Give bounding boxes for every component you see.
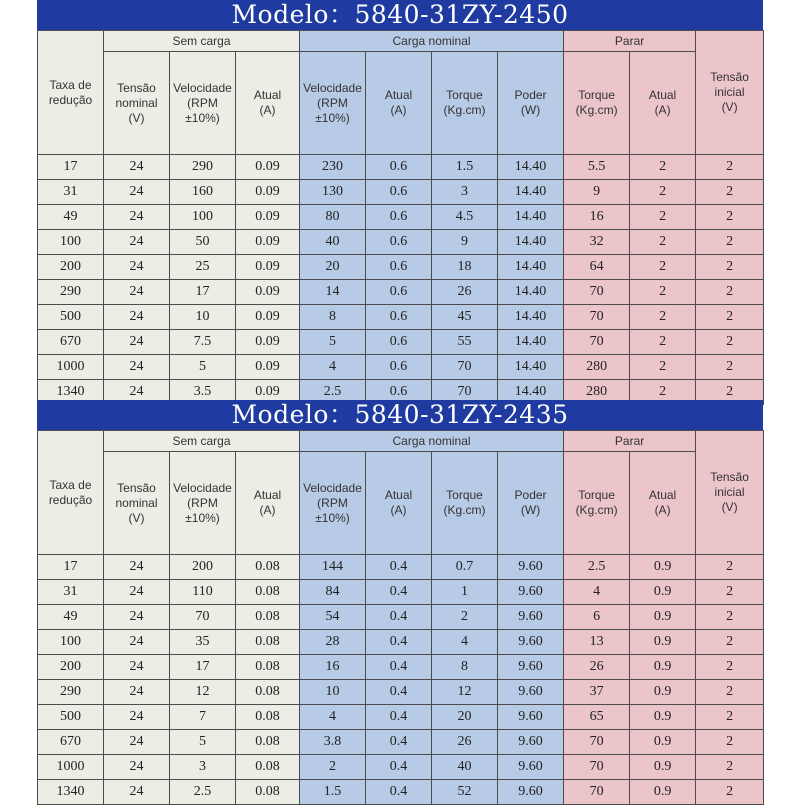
cell-nl-current: 0.09: [236, 230, 300, 255]
cell-nl-current: 0.08: [236, 555, 300, 580]
cell-start-voltage: 2: [696, 155, 764, 180]
cell-start-voltage: 2: [696, 255, 764, 280]
cell-nl-speed: 10: [170, 305, 236, 330]
cell-rated-speed: 40: [300, 230, 366, 255]
table-row: [38, 755, 764, 780]
cell-ratio: 500: [38, 305, 104, 330]
cell-rated-torque: 26: [432, 730, 498, 755]
cell-rated-current: 0.6: [366, 280, 432, 305]
cell-ratio: 670: [38, 730, 104, 755]
cell-stall-current: 2: [630, 205, 696, 230]
cell-nl-current: 0.08: [236, 780, 300, 805]
spec-table: [37, 30, 764, 405]
table-row: [38, 155, 764, 180]
cell-rated-torque: 1.5: [432, 155, 498, 180]
cell-nl-voltage: 24: [104, 630, 170, 655]
cell-rated-torque: 70: [432, 355, 498, 380]
cell-rated-speed: 2.5: [300, 380, 366, 405]
cell-stall-torque: 6: [564, 605, 630, 630]
cell-rated-torque: 55: [432, 330, 498, 355]
cell-nl-current: 0.08: [236, 655, 300, 680]
cell-rated-power: 14.40: [498, 305, 564, 330]
cell-ratio: 17: [38, 555, 104, 580]
cell-ratio: 49: [38, 605, 104, 630]
table-row: [38, 355, 764, 380]
table-row: [38, 305, 764, 330]
cell-nl-voltage: 24: [104, 305, 170, 330]
cell-nl-voltage: 24: [104, 655, 170, 680]
cell-nl-current: 0.08: [236, 755, 300, 780]
cell-rated-power: 14.40: [498, 155, 564, 180]
cell-rated-speed: 144: [300, 555, 366, 580]
cell-stall-current: 0.9: [630, 580, 696, 605]
cell-start-voltage: 2: [696, 555, 764, 580]
cell-nl-speed: 5: [170, 730, 236, 755]
cell-stall-torque: 280: [564, 380, 630, 405]
header-rated-speed: Velocidade (RPM ±10%): [300, 52, 366, 155]
group-stall: Parar: [564, 431, 696, 452]
header-rated-torque: Torque (Kg.cm): [432, 52, 498, 155]
cell-rated-current: 0.6: [366, 180, 432, 205]
cell-rated-speed: 230: [300, 155, 366, 180]
cell-stall-current: 0.9: [630, 605, 696, 630]
cell-nl-current: 0.08: [236, 680, 300, 705]
cell-rated-current: 0.6: [366, 380, 432, 405]
table-row: [38, 255, 764, 280]
header-ratio: Taxa de redução: [38, 431, 104, 555]
cell-start-voltage: 2: [696, 355, 764, 380]
cell-nl-current: 0.09: [236, 205, 300, 230]
cell-stall-torque: 9: [564, 180, 630, 205]
cell-rated-speed: 28: [300, 630, 366, 655]
cell-rated-power: 9.60: [498, 630, 564, 655]
header-nl-voltage: Tensão nominal (V): [104, 52, 170, 155]
cell-rated-power: 9.60: [498, 755, 564, 780]
cell-stall-current: 0.9: [630, 755, 696, 780]
cell-start-voltage: 2: [696, 780, 764, 805]
cell-ratio: 31: [38, 580, 104, 605]
cell-stall-current: 0.9: [630, 705, 696, 730]
cell-start-voltage: 2: [696, 230, 764, 255]
cell-nl-speed: 17: [170, 280, 236, 305]
cell-rated-current: 0.4: [366, 730, 432, 755]
cell-start-voltage: 2: [696, 630, 764, 655]
cell-rated-current: 0.6: [366, 355, 432, 380]
cell-rated-current: 0.4: [366, 605, 432, 630]
cell-nl-current: 0.09: [236, 155, 300, 180]
cell-nl-speed: 25: [170, 255, 236, 280]
cell-rated-power: 14.40: [498, 355, 564, 380]
cell-stall-torque: 16: [564, 205, 630, 230]
cell-stall-current: 0.9: [630, 680, 696, 705]
cell-rated-speed: 14: [300, 280, 366, 305]
cell-nl-speed: 70: [170, 605, 236, 630]
table-row: [38, 730, 764, 755]
cell-nl-speed: 3.5: [170, 380, 236, 405]
cell-rated-current: 0.4: [366, 630, 432, 655]
cell-start-voltage: 2: [696, 605, 764, 630]
cell-rated-speed: 2: [300, 755, 366, 780]
header-rated-current: Atual (A): [366, 52, 432, 155]
cell-rated-torque: 52: [432, 780, 498, 805]
cell-stall-torque: 64: [564, 255, 630, 280]
cell-rated-speed: 8: [300, 305, 366, 330]
header-stall-current: Atual (A): [630, 452, 696, 555]
cell-stall-torque: 65: [564, 705, 630, 730]
table-row: [38, 680, 764, 705]
cell-rated-power: 9.60: [498, 680, 564, 705]
cell-rated-speed: 80: [300, 205, 366, 230]
cell-rated-current: 0.4: [366, 705, 432, 730]
cell-rated-power: 9.60: [498, 780, 564, 805]
table-body: [38, 555, 764, 805]
cell-stall-current: 2: [630, 280, 696, 305]
cell-stall-torque: 2.5: [564, 555, 630, 580]
cell-start-voltage: 2: [696, 655, 764, 680]
cell-start-voltage: 2: [696, 380, 764, 405]
cell-ratio: 670: [38, 330, 104, 355]
cell-stall-torque: 4: [564, 580, 630, 605]
cell-nl-current: 0.09: [236, 330, 300, 355]
cell-stall-torque: 70: [564, 305, 630, 330]
cell-nl-speed: 50: [170, 230, 236, 255]
table-row: [38, 555, 764, 580]
cell-rated-torque: 40: [432, 755, 498, 780]
cell-rated-torque: 26: [432, 280, 498, 305]
cell-stall-current: 2: [630, 155, 696, 180]
cell-nl-speed: 160: [170, 180, 236, 205]
cell-nl-speed: 35: [170, 630, 236, 655]
cell-nl-voltage: 24: [104, 580, 170, 605]
cell-stall-torque: 13: [564, 630, 630, 655]
header-nl-current: Atual (A): [236, 52, 300, 155]
table-row: [38, 655, 764, 680]
header-nl-voltage: Tensão nominal (V): [104, 452, 170, 555]
cell-rated-power: 14.40: [498, 230, 564, 255]
cell-ratio: 1340: [38, 780, 104, 805]
header-rated-power: Poder (W): [498, 452, 564, 555]
cell-ratio: 500: [38, 705, 104, 730]
cell-stall-torque: 5.5: [564, 155, 630, 180]
cell-rated-torque: 1: [432, 580, 498, 605]
table-row: [38, 330, 764, 355]
cell-rated-current: 0.6: [366, 205, 432, 230]
cell-nl-speed: 2.5: [170, 780, 236, 805]
cell-ratio: 1340: [38, 380, 104, 405]
cell-rated-power: 9.60: [498, 580, 564, 605]
model-title: Modelo：5840-31ZY-2450: [37, 0, 763, 30]
cell-ratio: 49: [38, 205, 104, 230]
cell-rated-speed: 54: [300, 605, 366, 630]
header-rated-power: Poder (W): [498, 52, 564, 155]
cell-stall-current: 2: [630, 255, 696, 280]
cell-rated-current: 0.4: [366, 680, 432, 705]
header-stall-current: Atual (A): [630, 52, 696, 155]
cell-nl-speed: 12: [170, 680, 236, 705]
cell-stall-current: 2: [630, 330, 696, 355]
cell-rated-torque: 9: [432, 230, 498, 255]
cell-ratio: 100: [38, 230, 104, 255]
cell-nl-speed: 5: [170, 355, 236, 380]
cell-rated-power: 14.40: [498, 380, 564, 405]
cell-rated-current: 0.6: [366, 305, 432, 330]
table-row: [38, 605, 764, 630]
cell-rated-power: 9.60: [498, 730, 564, 755]
cell-nl-current: 0.09: [236, 280, 300, 305]
cell-start-voltage: 2: [696, 680, 764, 705]
cell-rated-current: 0.4: [366, 555, 432, 580]
group-rated-load: Carga nominal: [300, 431, 564, 452]
cell-stall-current: 2: [630, 380, 696, 405]
header-nl-speed: Velocidade (RPM ±10%): [170, 52, 236, 155]
cell-stall-current: 2: [630, 180, 696, 205]
header-ratio: Taxa de redução: [38, 31, 104, 155]
cell-start-voltage: 2: [696, 305, 764, 330]
cell-rated-torque: 12: [432, 680, 498, 705]
cell-stall-torque: 26: [564, 655, 630, 680]
cell-start-voltage: 2: [696, 180, 764, 205]
table-row: [38, 280, 764, 305]
header-rated-torque: Torque (Kg.cm): [432, 452, 498, 555]
cell-rated-speed: 5: [300, 330, 366, 355]
cell-rated-power: 9.60: [498, 705, 564, 730]
cell-nl-voltage: 24: [104, 355, 170, 380]
cell-stall-torque: 280: [564, 355, 630, 380]
cell-rated-speed: 4: [300, 355, 366, 380]
cell-nl-voltage: 24: [104, 555, 170, 580]
cell-ratio: 200: [38, 655, 104, 680]
cell-rated-torque: 4: [432, 630, 498, 655]
cell-start-voltage: 2: [696, 580, 764, 605]
cell-start-voltage: 2: [696, 205, 764, 230]
header-rated-current: Atual (A): [366, 452, 432, 555]
cell-stall-current: 0.9: [630, 655, 696, 680]
cell-rated-speed: 4: [300, 705, 366, 730]
cell-rated-power: 14.40: [498, 280, 564, 305]
cell-nl-speed: 17: [170, 655, 236, 680]
cell-stall-torque: 32: [564, 230, 630, 255]
cell-rated-speed: 3.8: [300, 730, 366, 755]
cell-ratio: 31: [38, 180, 104, 205]
cell-nl-voltage: 24: [104, 730, 170, 755]
header-rated-speed: Velocidade (RPM ±10%): [300, 452, 366, 555]
cell-nl-speed: 7.5: [170, 330, 236, 355]
cell-stall-current: 2: [630, 230, 696, 255]
cell-ratio: 100: [38, 630, 104, 655]
group-stall: Parar: [564, 31, 696, 52]
cell-nl-voltage: 24: [104, 680, 170, 705]
cell-rated-current: 0.4: [366, 655, 432, 680]
cell-nl-current: 0.08: [236, 580, 300, 605]
group-no-load: Sem carga: [104, 31, 300, 52]
table-row: [38, 705, 764, 730]
cell-stall-current: 0.9: [630, 555, 696, 580]
cell-rated-torque: 4.5: [432, 205, 498, 230]
group-rated-load: Carga nominal: [300, 31, 564, 52]
cell-rated-power: 14.40: [498, 205, 564, 230]
table-row: [38, 180, 764, 205]
cell-nl-voltage: 24: [104, 755, 170, 780]
table-body: [38, 155, 764, 405]
cell-nl-voltage: 24: [104, 605, 170, 630]
header-start-voltage: Tensão inicial (V): [696, 31, 764, 155]
header-nl-current: Atual (A): [236, 452, 300, 555]
cell-rated-current: 0.4: [366, 755, 432, 780]
cell-nl-voltage: 24: [104, 155, 170, 180]
cell-rated-power: 14.40: [498, 330, 564, 355]
cell-stall-current: 0.9: [630, 730, 696, 755]
cell-nl-speed: 7: [170, 705, 236, 730]
cell-nl-current: 0.09: [236, 255, 300, 280]
cell-rated-torque: 8: [432, 655, 498, 680]
cell-rated-torque: 20: [432, 705, 498, 730]
table-row: [38, 230, 764, 255]
cell-nl-speed: 110: [170, 580, 236, 605]
cell-nl-current: 0.08: [236, 630, 300, 655]
cell-rated-current: 0.6: [366, 155, 432, 180]
cell-rated-speed: 130: [300, 180, 366, 205]
cell-nl-voltage: 24: [104, 780, 170, 805]
cell-stall-torque: 70: [564, 330, 630, 355]
cell-stall-torque: 70: [564, 280, 630, 305]
cell-nl-speed: 200: [170, 555, 236, 580]
cell-rated-torque: 3: [432, 180, 498, 205]
cell-nl-current: 0.09: [236, 355, 300, 380]
cell-rated-power: 9.60: [498, 655, 564, 680]
cell-nl-current: 0.09: [236, 380, 300, 405]
cell-ratio: 1000: [38, 355, 104, 380]
model-title: Modelo：5840-31ZY-2435: [37, 400, 763, 430]
cell-rated-speed: 10: [300, 680, 366, 705]
cell-nl-voltage: 24: [104, 255, 170, 280]
cell-rated-current: 0.4: [366, 780, 432, 805]
cell-rated-torque: 0.7: [432, 555, 498, 580]
cell-rated-speed: 84: [300, 580, 366, 605]
cell-stall-torque: 70: [564, 730, 630, 755]
cell-nl-current: 0.08: [236, 730, 300, 755]
header-stall-torque: Torque (Kg.cm): [564, 52, 630, 155]
cell-rated-torque: 18: [432, 255, 498, 280]
cell-nl-voltage: 24: [104, 230, 170, 255]
cell-start-voltage: 2: [696, 280, 764, 305]
header-nl-speed: Velocidade (RPM ±10%): [170, 452, 236, 555]
cell-nl-current: 0.08: [236, 705, 300, 730]
cell-rated-power: 14.40: [498, 180, 564, 205]
cell-ratio: 17: [38, 155, 104, 180]
cell-rated-current: 0.6: [366, 230, 432, 255]
cell-ratio: 1000: [38, 755, 104, 780]
cell-nl-voltage: 24: [104, 380, 170, 405]
header-start-voltage: Tensão inicial (V): [696, 431, 764, 555]
cell-nl-current: 0.08: [236, 605, 300, 630]
cell-rated-current: 0.4: [366, 580, 432, 605]
cell-rated-speed: 1.5: [300, 780, 366, 805]
cell-rated-power: 9.60: [498, 605, 564, 630]
table-row: [38, 780, 764, 805]
group-no-load: Sem carga: [104, 431, 300, 452]
cell-stall-torque: 70: [564, 780, 630, 805]
cell-rated-torque: 70: [432, 380, 498, 405]
table-row: [38, 580, 764, 605]
cell-nl-voltage: 24: [104, 180, 170, 205]
cell-start-voltage: 2: [696, 330, 764, 355]
cell-rated-current: 0.6: [366, 255, 432, 280]
cell-start-voltage: 2: [696, 705, 764, 730]
cell-start-voltage: 2: [696, 730, 764, 755]
header-stall-torque: Torque (Kg.cm): [564, 452, 630, 555]
cell-stall-torque: 70: [564, 755, 630, 780]
cell-stall-current: 2: [630, 305, 696, 330]
cell-rated-current: 0.6: [366, 330, 432, 355]
cell-nl-speed: 100: [170, 205, 236, 230]
cell-start-voltage: 2: [696, 755, 764, 780]
cell-rated-torque: 2: [432, 605, 498, 630]
table-row: [38, 205, 764, 230]
cell-stall-torque: 37: [564, 680, 630, 705]
cell-rated-torque: 45: [432, 305, 498, 330]
cell-rated-power: 14.40: [498, 255, 564, 280]
cell-stall-current: 0.9: [630, 630, 696, 655]
table-row: [38, 630, 764, 655]
cell-stall-current: 0.9: [630, 780, 696, 805]
spec-table: [37, 430, 764, 805]
cell-nl-current: 0.09: [236, 305, 300, 330]
cell-nl-speed: 290: [170, 155, 236, 180]
cell-nl-voltage: 24: [104, 705, 170, 730]
cell-ratio: 290: [38, 680, 104, 705]
cell-rated-speed: 20: [300, 255, 366, 280]
cell-rated-speed: 16: [300, 655, 366, 680]
cell-nl-current: 0.09: [236, 180, 300, 205]
cell-nl-voltage: 24: [104, 205, 170, 230]
cell-rated-power: 9.60: [498, 555, 564, 580]
cell-stall-current: 2: [630, 355, 696, 380]
cell-nl-voltage: 24: [104, 280, 170, 305]
cell-nl-voltage: 24: [104, 330, 170, 355]
cell-ratio: 290: [38, 280, 104, 305]
cell-nl-speed: 3: [170, 755, 236, 780]
cell-ratio: 200: [38, 255, 104, 280]
